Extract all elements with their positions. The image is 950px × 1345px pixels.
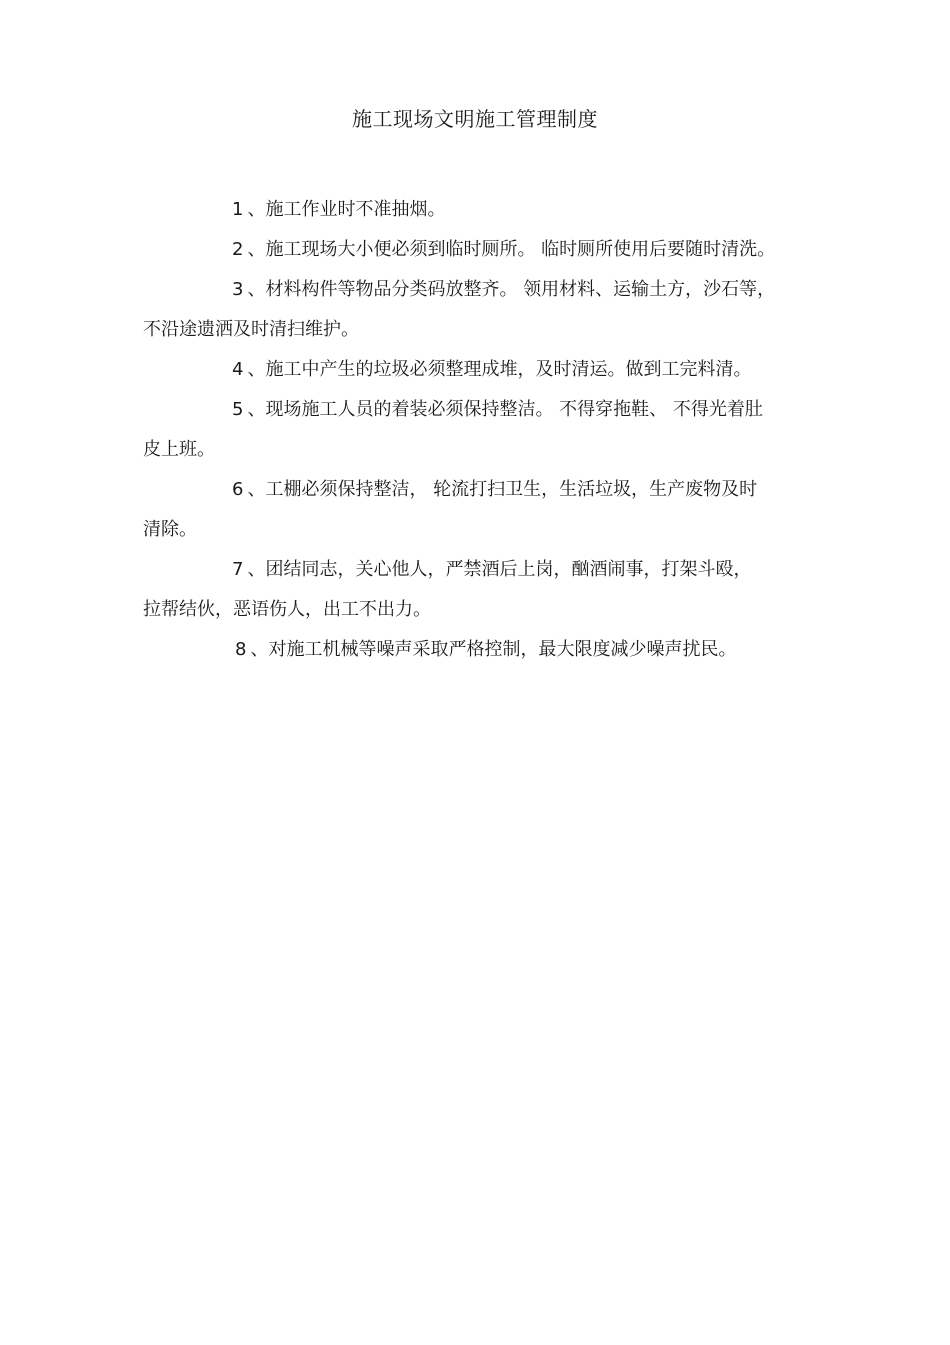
rule-number: 7: [232, 559, 244, 580]
rule-8: [235, 630, 736, 670]
document-title: 施工现场文明施工管理制度: [352, 107, 598, 131]
rule-text: 、工棚必须保持整洁， 轮流打扫卫生，生活垃圾，生产废物及时: [247, 479, 758, 500]
rule-4: [232, 350, 751, 390]
rule-text: 、现场施工人员的着装必须保持整洁。 不得穿拖鞋、 不得光着肚: [247, 399, 763, 420]
rule-number: 2: [232, 239, 244, 260]
rule-2: [232, 230, 775, 270]
rule-number: 1: [232, 199, 244, 220]
rule-7: [232, 550, 751, 590]
rule-number: 4: [232, 359, 244, 380]
rule-text: 、对施工机械等噪声采取严格控制，最大限度减少噪声扰民。: [250, 639, 737, 660]
rule-text: 、施工现场大小便必须到临时厕所。 临时厕所使用后要随时清洗。: [247, 239, 776, 260]
rule-3-continuation: 不沿途遗洒及时清扫维护。: [143, 319, 359, 340]
rule-5-continuation: 皮上班。: [143, 439, 215, 460]
rule-text: 、团结同志，关心他人，严禁酒后上岗，酗酒闹事，打架斗殴，: [247, 559, 752, 580]
rule-number: 5: [232, 399, 244, 420]
rule-1: [232, 190, 445, 230]
rule-text: 、施工中产生的垃圾必须整理成堆，及时清运。做到工完料清。: [247, 359, 752, 380]
rule-number: 6: [232, 479, 244, 500]
rule-5: [232, 390, 763, 430]
rule-6-continuation: 清除。: [143, 519, 197, 540]
rule-text: 、材料构件等物品分类码放整齐。 领用材料、运输土方，沙石等，: [247, 279, 776, 300]
rule-text: 、施工作业时不准抽烟。: [247, 199, 446, 220]
rule-number: 3: [232, 279, 244, 300]
rule-3: [232, 270, 775, 310]
rule-7-continuation: 拉帮结伙，恶语伤人，出工不出力。: [143, 599, 431, 620]
rule-6: [232, 470, 757, 510]
rule-number: 8: [235, 639, 247, 660]
